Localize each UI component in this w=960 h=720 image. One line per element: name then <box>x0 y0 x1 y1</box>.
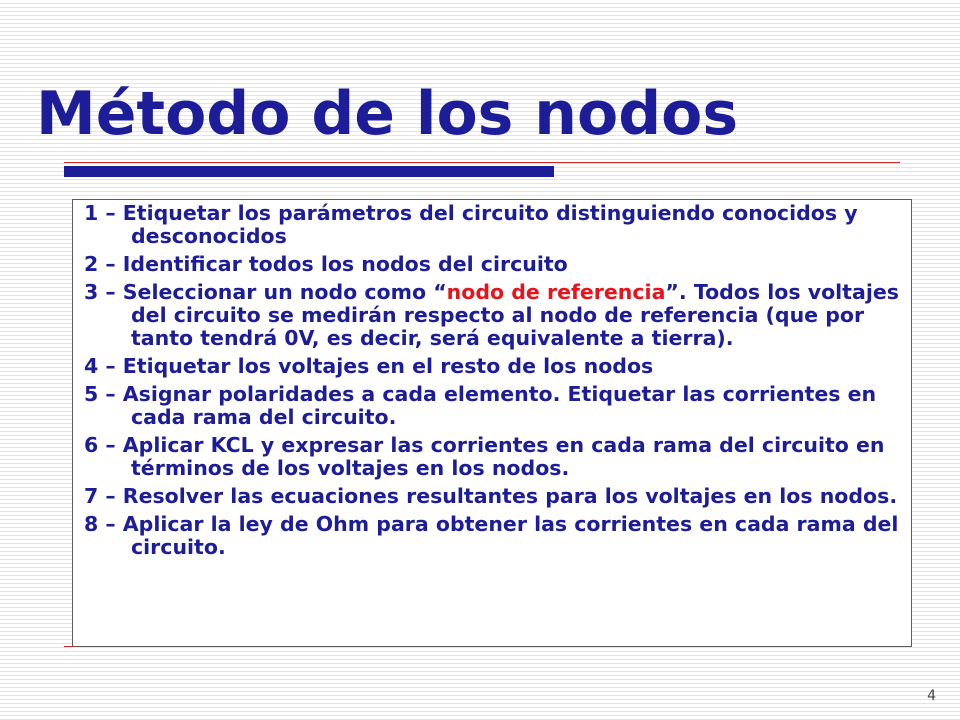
step-text-before: 3 – Seleccionar un nodo como “ <box>84 280 447 304</box>
step-item: 2 – Identificar todos los nodos del circuito <box>84 252 568 276</box>
step-item: 4 – Etiquetar los voltajes en el resto de los nodos <box>84 354 654 378</box>
step-item: 5 – Asignar polaridades a cada elemento. Etiquetar las corrientes en cada rama del circuito. <box>84 382 877 429</box>
step-item: 6 – Aplicar KCL y expresar las corrientes en cada rama del circuito en términos de los voltajes en los nodos. <box>84 433 885 480</box>
slide-title: Método de los nodos <box>36 79 739 149</box>
step-item <box>84 281 902 350</box>
step-item: 1 – Etiquetar los parámetros del circuito distinguiendo conocidos y desconocidos <box>84 201 858 248</box>
reference-node-highlight: nodo de referencia <box>446 280 666 304</box>
step-item: 7 – Resolver las ecuaciones resultantes para los voltajes en los nodos. <box>84 484 898 508</box>
title-accent-bar <box>64 166 554 177</box>
slide-number: 4 <box>927 688 936 704</box>
step-text-after: ”. Todos los voltajes del circuito se medirán respecto al nodo de referencia (que por tanto tendrá 0V, es decir, será equivalente a tierra). <box>131 280 899 350</box>
box-corner-tick <box>64 646 73 647</box>
title-underline-rule <box>64 162 900 163</box>
step-item: 8 – Aplicar la ley de Ohm para obtener las corrientes en cada rama del circuito. <box>84 512 899 559</box>
steps-list <box>84 202 902 564</box>
